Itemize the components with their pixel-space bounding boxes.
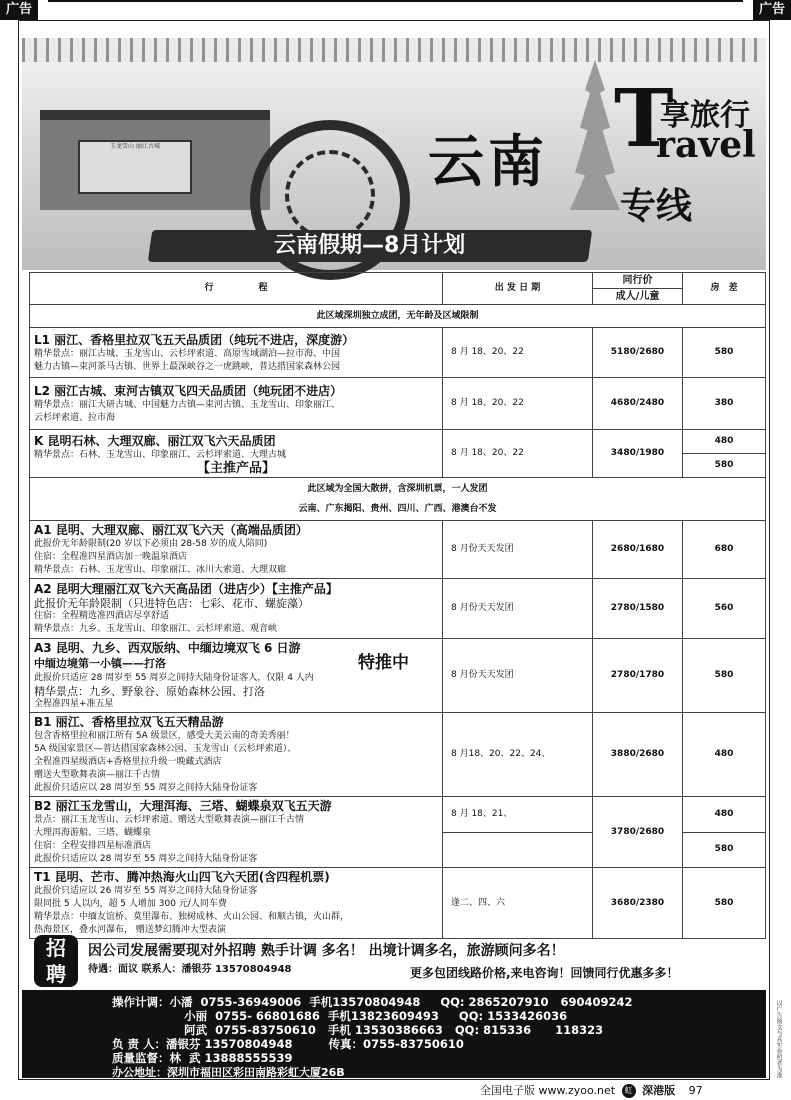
room-diff: 580 [683, 328, 766, 378]
route-detail: 云杉坪索道、拉市海 [34, 412, 116, 423]
route-detail: 住宿：全程准四星酒店加一晚温泉酒店 [34, 552, 188, 562]
region-note-2-line1: 此区域为全国大散拼，含深圳机票，一人发团 [307, 484, 488, 494]
recruit-badge [34, 935, 78, 987]
route-detail: 精华景点：九乡、玉龙雪山、印象丽江、云杉坪索道、观音峡 [34, 624, 278, 634]
departure-date: 8 月份天天发团 [443, 521, 593, 579]
route-detail: 此报价无年龄限制（只进特色店：七彩、花市、螺旋藻） [34, 597, 309, 610]
region-note-1: 此区域深圳独立成团，无年龄及区域限制 [30, 305, 766, 328]
route-cell [30, 328, 443, 378]
recruit-badge-char1: 招 [46, 936, 66, 960]
room-diff: 580 [683, 868, 766, 939]
plan-heading [148, 230, 592, 262]
route-detail: 大理洱海游船、三塔、蝴蝶泉 [34, 828, 152, 838]
route-title: B2 丽江玉龙雪山，大理洱海、三塔、蝴蝶泉双飞五天游 [34, 799, 332, 813]
recruit-badge-char2: 聘 [46, 962, 66, 986]
region-note-2-line2: 云南、广东揭阳、贵州、四川、广西、港澳台不发 [298, 504, 497, 514]
contact-row-1: 操作计调：小潘 0755-36949006 手机13570804948 QQ: 2865207910 690409242 [112, 995, 633, 1009]
departure-date: 8 月18、20、22、24、 [443, 713, 593, 797]
banner-fret-border [22, 38, 766, 62]
price: 2780/1580 [593, 579, 683, 639]
page-footer [480, 1082, 703, 1098]
region-note-2 [30, 478, 766, 521]
recruit-promo: 更多包团线路价格,来电咨询！回馈同行优惠多多！ [410, 966, 679, 980]
waterwheel-spokes [285, 150, 375, 240]
departure-date: 逢二、四、六 [443, 868, 593, 939]
room-diff: 380 [683, 378, 766, 430]
route-detail: 精华景点：石林、玉龙雪山、印象丽江、冰川大索道、大理双廊 [34, 565, 287, 575]
route-cell [30, 579, 443, 639]
yunnan-title: 云南 [428, 129, 548, 195]
header-adult-child: 成人/儿童 [593, 289, 683, 305]
price: 4680/2480 [593, 378, 683, 430]
route-title: B1 丽江、香格里拉双飞五天精品游 [34, 715, 224, 729]
route-detail: 限同批 5 人以内，超 5 人增加 300 元/人同车费 [34, 899, 227, 909]
room-diff-2: 580 [683, 832, 766, 868]
route-detail: 热海景区，叠水河瀑布， 赠送梦幻腾冲大型表演 [34, 925, 226, 935]
route-cell [30, 521, 443, 579]
header-room-diff: 房 差 [683, 273, 766, 305]
page-number: 97 [688, 1084, 703, 1097]
route-detail: 魅力古镇—束河茶马古镇、世界上最深峡谷之一虎跳峡，普达措国家森林公园 [34, 361, 341, 372]
route-detail: 全程准四星级酒店+香格里拉升级一晚藏式酒店 [34, 757, 222, 767]
route-cell [30, 797, 443, 868]
table-row [30, 521, 766, 579]
top-rule [48, 0, 743, 2]
departure-date: 8 月份天天发团 [443, 639, 593, 713]
departure-date: 8 月 18、20、22 [443, 430, 593, 478]
table-row [30, 430, 766, 454]
table-row [30, 579, 766, 639]
date-empty [443, 832, 593, 868]
side-disclaimer: 以广告图文与真实参照者为准 [775, 1000, 782, 1078]
route-title: A2 昆明大理丽江双飞六天高品团（进店少）【主推产品】 [34, 582, 338, 596]
route-cell [30, 713, 443, 797]
route-title: T1 昆明、芒市、腾冲热海火山四飞六天团(含四程机票) [34, 870, 330, 884]
price: 2680/1680 [593, 521, 683, 579]
route-detail: 精华景点：丽江古城、玉龙雪山、云杉坪索道、高原雪域湖泊—拉市海、中国 [34, 348, 341, 359]
recruit-headline: 因公司发展需要现对外招聘 熟手计调 多名！ 出境计调多名，旅游顾问多名！ [88, 943, 565, 959]
header-peer-price: 同行价 [593, 273, 683, 289]
table-row [30, 713, 766, 797]
contact-footer [22, 990, 766, 1078]
departure-date: 8 月 18、20、22 [443, 328, 593, 378]
price: 2780/1780 [593, 639, 683, 713]
contact-row-4: 负 责 人：潘银芬 13570804948 传真：0755-83750610 [112, 1037, 464, 1051]
route-detail: 中缅边境第一小镇——打洛 [34, 657, 166, 670]
room-diff: 680 [683, 521, 766, 579]
contact-row-3: 阿武 0755-83750610 手机 13530386663 QQ: 815336 118323 [112, 1023, 604, 1037]
route-detail: 此报价只适应 28 周岁至 55 周岁之间持大陆身份证客人，仅限 4 人内 [34, 673, 314, 683]
route-detail: 住宿：全程安排四星标准酒店 [34, 841, 152, 851]
tour-price-table [29, 272, 766, 939]
route-title: L1 丽江、香格里拉双飞五天品质团（纯玩不进店，深度游） [34, 332, 355, 347]
zhuanxian-subtitle: 专线 [620, 185, 693, 227]
ad-label-left: 广告 [0, 0, 38, 20]
room-diff: 480 [683, 713, 766, 797]
gate-sign: 玉龙雪山 丽江古城 [78, 140, 192, 194]
hot-recommend-stamp: 特推中 [358, 653, 409, 673]
table-row [30, 328, 766, 378]
departure-date: 8 月份天天发团 [443, 579, 593, 639]
price: 3680/2380 [593, 868, 683, 939]
contact-row-6: 办公地址：深圳市福田区彩田南路彩虹大厦26B [112, 1066, 345, 1079]
ad-label-right: 广告 [753, 0, 791, 20]
brand-t-letter: T [614, 71, 674, 165]
departure-date: 8 月 18、20、22 [443, 378, 593, 430]
route-detail: 景点：丽江玉龙雪山、云杉坪索道、赠送大型歌舞表演—丽江千古情 [34, 815, 305, 825]
header-date: 出 发 日 期 [443, 273, 593, 305]
route-detail: 包含香格里拉和丽江所有 5A 级景区，感受大美云南的奇美秀丽！ [34, 731, 295, 741]
route-detail: 此报价无年龄限制(20 岁以下必须由 28-58 岁的成人陪同) [34, 539, 268, 549]
departure-date: 8 月 18、21、 [443, 797, 593, 833]
route-cell [30, 430, 443, 478]
recruit-contact: 待遇：面议 联系人：潘银芬 13570804948 [88, 964, 292, 975]
brand-en: ravel [656, 124, 756, 166]
featured-tag: 【主推产品】 [196, 460, 275, 476]
route-title: A3 昆明、九乡、西双版纳、中缅边境双飞 6 日游 [34, 641, 301, 655]
route-detail: 精华景点：丽江大研古城、中国魅力古镇—束河古镇、玉龙雪山、印象丽江、 [34, 399, 341, 410]
brand-cn: 享旅行 [660, 98, 750, 133]
route-detail: 5A 级国家景区—普达措国家森林公园、玉龙雪山（云杉坪索道）、 [34, 744, 297, 754]
room-diff: 560 [683, 579, 766, 639]
route-detail: 精华景点：中缅友谊桥、莫里瀑布、独树成林、火山公园、和顺古镇，火山群， [34, 912, 350, 922]
room-diff-2: 580 [683, 454, 766, 478]
contact-row-2: 小丽 0755- 66801686 手机13823609493 QQ: 1533426036 [112, 1009, 568, 1023]
route-title: L2 丽江古城、束河古镇双飞四天品质团（纯玩团不进店） [34, 383, 343, 398]
route-title: K 昆明石林、大理双廊、丽江双飞六天品质团 [34, 433, 276, 448]
price: 5180/2680 [593, 328, 683, 378]
table-row [30, 797, 766, 833]
route-detail: 此报价只适应以 28 周岁至 55 周岁之间持大陆身份证客 [34, 783, 258, 793]
edition-label: 深港版 [642, 1084, 676, 1097]
header-route: 行 程 [30, 273, 443, 305]
route-detail: 全程准四星+准五星 [34, 699, 114, 709]
route-detail: 精华景点：九乡、野象谷、原始森林公园、打洛 [34, 685, 265, 698]
route-detail: 精华景点：石林、玉龙雪山、印象丽江、云杉坪索道、大理古城 [34, 449, 287, 460]
site-url: 全国电子版 www.zyoo.net [480, 1084, 616, 1097]
route-detail: 赠送大型歌舞表演—丽江千古情 [34, 770, 161, 780]
route-cell [30, 378, 443, 430]
table-row [30, 378, 766, 430]
room-diff: 480 [683, 797, 766, 833]
price: 3780/2680 [593, 797, 683, 868]
route-detail: 此报价只适应以 28 周岁至 55 周岁之间持大陆身份证客 [34, 854, 258, 864]
price: 3480/1980 [593, 430, 683, 478]
room-diff: 580 [683, 639, 766, 713]
plan-heading-text: 云南假期—8月计划 [274, 233, 466, 258]
route-detail: 此报价只适应以 26 周岁至 55 周岁之间持大陆身份证客 [34, 886, 258, 896]
contact-row-5: 质量监督：林 武 13888555539 [112, 1051, 293, 1065]
route-detail: 住宿：全程精选准四酒店尽享舒适 [34, 611, 170, 621]
hong-logo-icon: 虹 [622, 1084, 636, 1098]
table-row [30, 868, 766, 939]
room-diff: 480 [683, 430, 766, 454]
route-cell [30, 868, 443, 939]
price: 3880/2680 [593, 713, 683, 797]
route-title: A1 昆明、大理双廊、丽江双飞六天（高端品质团） [34, 523, 308, 537]
